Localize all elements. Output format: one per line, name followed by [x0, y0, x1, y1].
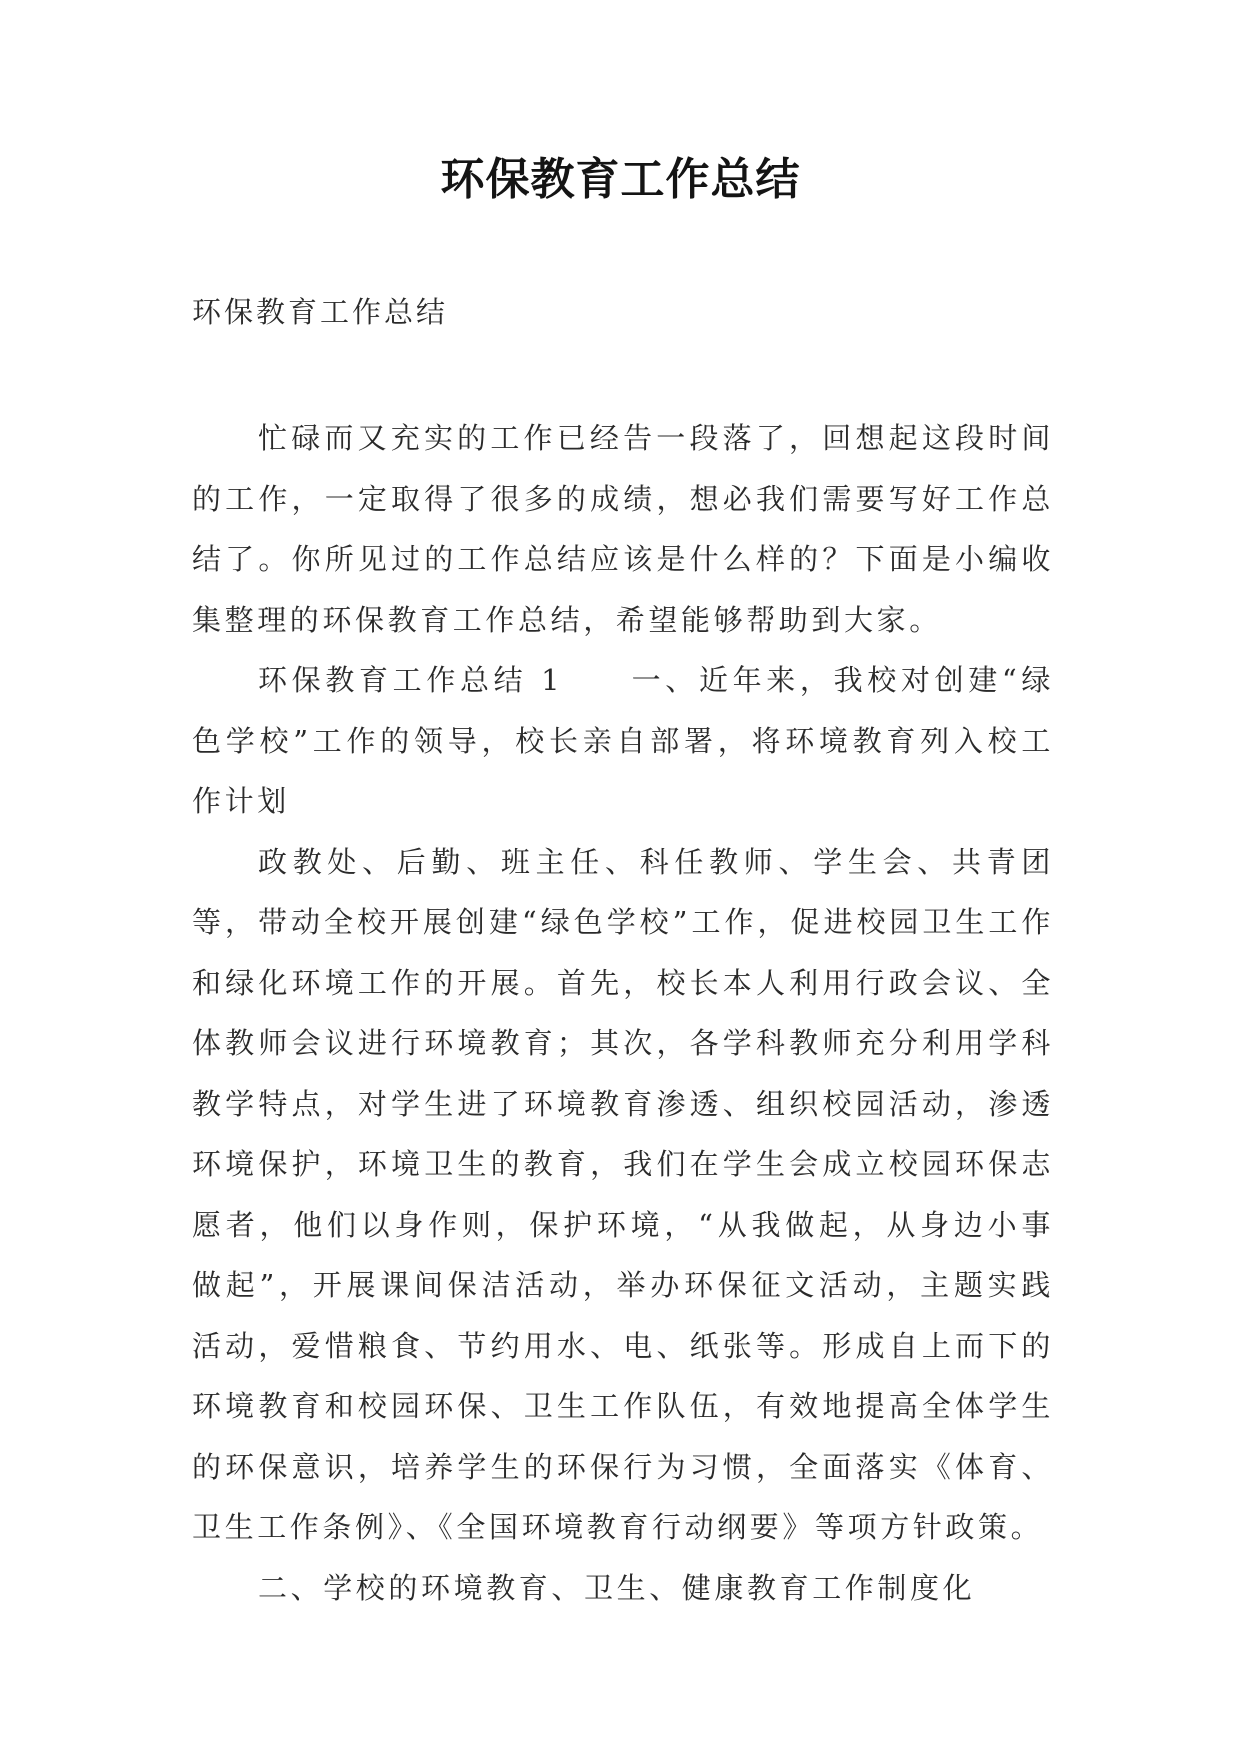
paragraph-section-1-detail: 政教处、后勤、班主任、科任教师、学生会、共青团等，带动全校开展创建“绿色学校”工作，促进校园卫生工作和绿化环境工作的开展。首先，校长本人利用行政会议、全体教师会议进行环境教育；其次，各学科教师充分利用学科教学特点，对学生进了环境教育渗透、组织校园活动，渗透环境保护，环境卫生的教育，我们在学生会成立校园环保志愿者，他们以身作则，保护环境，“从我做起，从身边小事做起”，开展课间保洁活动，举办环保征文活动，主题实践活动，爱惜粮食、节约用水、电、纸张等。形成自上而下的环境教育和校园环保、卫生工作队伍，有效地提高全体学生的环保意识，培养学生的环保行为习惯，全面落实《体育、卫生工作条例》、《全国环境教育行动纲要》等项方针政策。	[192, 844, 1054, 1544]
paragraph-section-1: 环保教育工作总结 1 一、近年来，我校对创建“绿色学校”工作的领导，校长亲自部署，将环境教育列入校工作计划	[192, 663, 1054, 818]
document-title: 环保教育工作总结	[440, 154, 801, 205]
paragraph-intro: 忙碌而又充实的工作已经告一段落了，回想起这段时间的工作，一定取得了很多的成绩，想必我们需要写好工作总结了。你所见过的工作总结应该是什么样的？下面是小编收集整理的环保教育工作总结，希望能够帮助到大家。	[192, 421, 1054, 637]
paragraph-section-2-heading: 二、学校的环境教育、卫生、健康教育工作制度化	[258, 1570, 976, 1605]
document-body	[192, 408, 1054, 1618]
document-subtitle: 环保教育工作总结	[192, 295, 449, 329]
